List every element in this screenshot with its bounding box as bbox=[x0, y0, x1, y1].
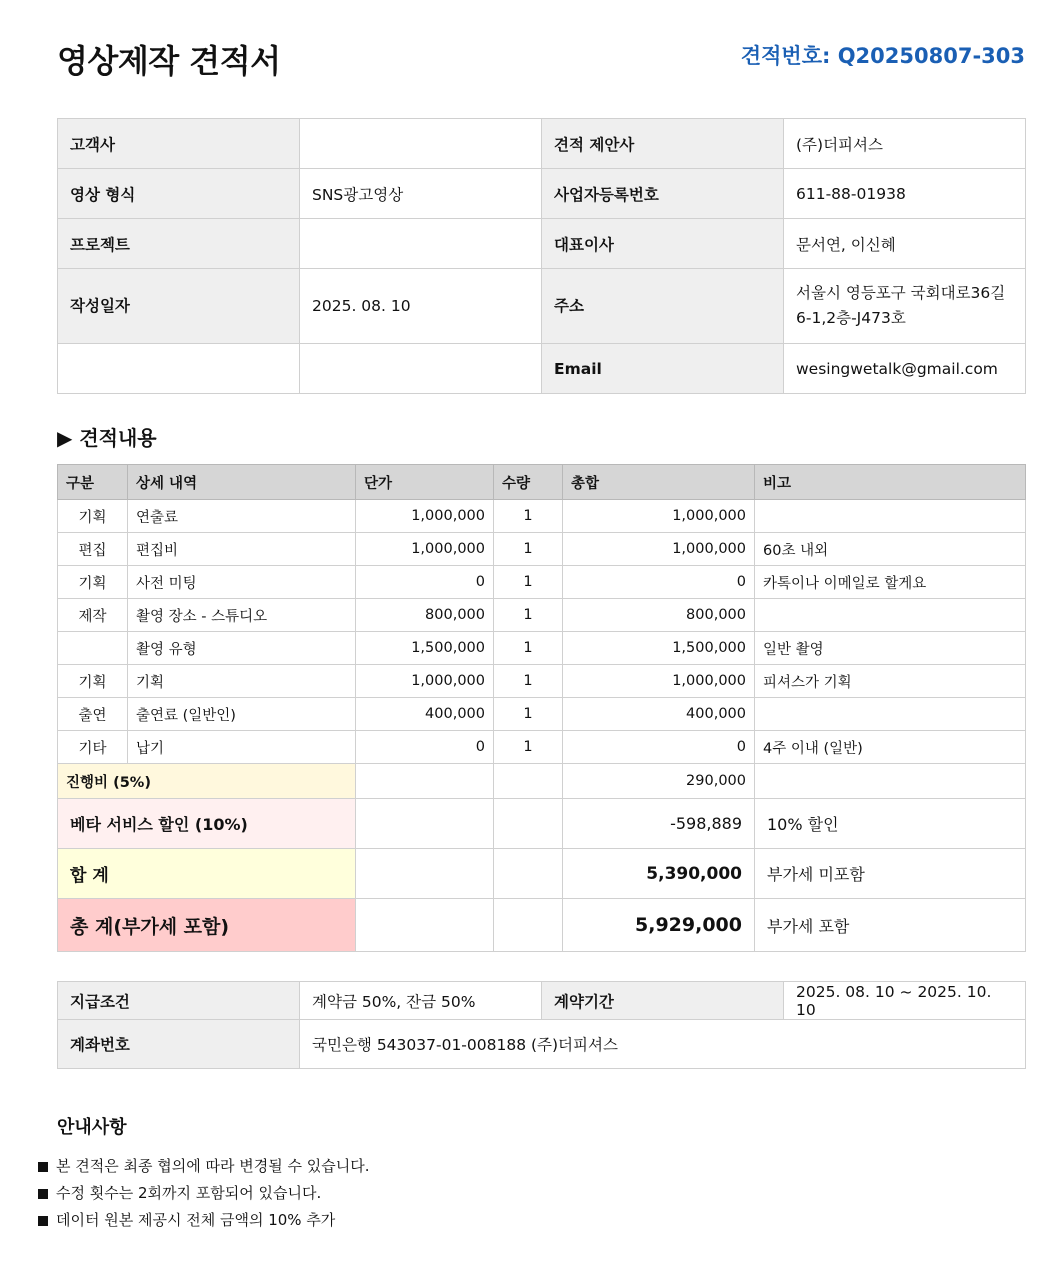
row-qty: 1 bbox=[494, 632, 563, 665]
account-label: 계좌번호 bbox=[58, 1020, 300, 1069]
row-unit-price: 1,000,000 bbox=[356, 533, 494, 566]
client-label: 고객사 bbox=[58, 119, 300, 169]
grand-total-label: 총 계(부가세 포함) bbox=[58, 899, 356, 952]
table-row bbox=[58, 533, 1026, 566]
empty-value bbox=[300, 344, 542, 394]
grand-total-note: 부가세 포함 bbox=[755, 899, 1026, 952]
payment-table bbox=[57, 981, 1026, 1069]
discount-empty bbox=[494, 799, 563, 849]
info-row bbox=[58, 219, 1026, 269]
biz-no-label: 사업자등록번호 bbox=[542, 169, 784, 219]
square-bullet-icon bbox=[38, 1162, 48, 1172]
col-unit-price: 단가 bbox=[356, 465, 494, 500]
progress-fee-note bbox=[755, 764, 1026, 799]
row-qty: 1 bbox=[494, 566, 563, 599]
row-category: 제작 bbox=[58, 599, 128, 632]
info-row bbox=[58, 169, 1026, 219]
square-bullet-icon bbox=[38, 1216, 48, 1226]
row-total: 400,000 bbox=[563, 698, 755, 731]
row-qty: 1 bbox=[494, 533, 563, 566]
items-header-row bbox=[58, 465, 1026, 500]
address-label: 주소 bbox=[542, 269, 784, 344]
row-unit-price: 1,500,000 bbox=[356, 632, 494, 665]
discount-value: -598,889 bbox=[563, 799, 755, 849]
period-label: 계약기간 bbox=[542, 982, 784, 1020]
info-row bbox=[58, 344, 1026, 394]
row-detail: 편집비 bbox=[128, 533, 356, 566]
period-value: 2025. 08. 10 ~ 2025. 10. 10 bbox=[784, 982, 1026, 1020]
subtotal-empty bbox=[494, 849, 563, 899]
row-note: 카톡이나 이메일로 할게요 bbox=[755, 566, 1026, 599]
row-note: 60초 내외 bbox=[755, 533, 1026, 566]
proposer-label: 견적 제안사 bbox=[542, 119, 784, 169]
subtotal-label: 합 계 bbox=[58, 849, 356, 899]
format-label: 영상 형식 bbox=[58, 169, 300, 219]
grand-total-empty bbox=[494, 899, 563, 952]
row-detail: 촬영 유형 bbox=[128, 632, 356, 665]
table-row bbox=[58, 731, 1026, 764]
row-detail: 사전 미팅 bbox=[128, 566, 356, 599]
notice-text: 본 견적은 최종 협의에 따라 변경될 수 있습니다. bbox=[56, 1157, 370, 1175]
row-unit-price: 0 bbox=[356, 731, 494, 764]
table-row bbox=[58, 665, 1026, 698]
row-detail: 기획 bbox=[128, 665, 356, 698]
subtotal-value: 5,390,000 bbox=[563, 849, 755, 899]
col-category: 구분 bbox=[58, 465, 128, 500]
list-item bbox=[38, 1180, 369, 1207]
discount-row bbox=[58, 799, 1026, 849]
address-line-1: 서울시 영등포구 국회대로36길 bbox=[796, 284, 1006, 302]
row-unit-price: 800,000 bbox=[356, 599, 494, 632]
notice-text: 수정 횟수는 2회까지 포함되어 있습니다. bbox=[56, 1184, 322, 1202]
col-total: 총합 bbox=[563, 465, 755, 500]
format-value: SNS광고영상 bbox=[300, 169, 542, 219]
info-row bbox=[58, 119, 1026, 169]
col-qty: 수량 bbox=[494, 465, 563, 500]
table-row bbox=[58, 566, 1026, 599]
discount-empty bbox=[356, 799, 494, 849]
terms-value: 계약금 50%, 잔금 50% bbox=[300, 982, 542, 1020]
quote-number: 견적번호: Q20250807-303 bbox=[740, 44, 1025, 68]
address-line-2: 6-1,2층-J473호 bbox=[796, 309, 906, 327]
row-detail: 촬영 장소 - 스튜디오 bbox=[128, 599, 356, 632]
row-category: 기획 bbox=[58, 665, 128, 698]
row-total: 1,000,000 bbox=[563, 500, 755, 533]
progress-fee-value: 290,000 bbox=[563, 764, 755, 799]
info-table bbox=[57, 118, 1026, 394]
discount-note: 10% 할인 bbox=[755, 799, 1026, 849]
row-qty: 1 bbox=[494, 698, 563, 731]
row-note: 일반 촬영 bbox=[755, 632, 1026, 665]
notice-text: 데이터 원본 제공시 전체 금액의 10% 추가 bbox=[56, 1211, 336, 1229]
row-unit-price: 1,000,000 bbox=[356, 665, 494, 698]
payment-row bbox=[58, 982, 1026, 1020]
empty-label bbox=[58, 344, 300, 394]
ceo-value: 문서연, 이신혜 bbox=[784, 219, 1026, 269]
row-total: 800,000 bbox=[563, 599, 755, 632]
row-note bbox=[755, 500, 1026, 533]
terms-label: 지급조건 bbox=[58, 982, 300, 1020]
items-table bbox=[57, 464, 1026, 952]
row-note: 피셔스가 기획 bbox=[755, 665, 1026, 698]
row-category: 편집 bbox=[58, 533, 128, 566]
project-value bbox=[300, 219, 542, 269]
row-category: 출연 bbox=[58, 698, 128, 731]
section-title: ▶ 견적내용 bbox=[57, 426, 157, 450]
ceo-label: 대표이사 bbox=[542, 219, 784, 269]
row-detail: 연출료 bbox=[128, 500, 356, 533]
row-note bbox=[755, 599, 1026, 632]
row-detail: 납기 bbox=[128, 731, 356, 764]
list-item bbox=[38, 1153, 369, 1180]
row-total: 1,000,000 bbox=[563, 665, 755, 698]
table-row bbox=[58, 599, 1026, 632]
row-total: 0 bbox=[563, 731, 755, 764]
subtotal-empty bbox=[356, 849, 494, 899]
row-qty: 1 bbox=[494, 599, 563, 632]
email-label: Email bbox=[542, 344, 784, 394]
notice-title: 안내사항 bbox=[57, 1117, 127, 1138]
row-category bbox=[58, 632, 128, 665]
progress-fee-empty bbox=[356, 764, 494, 799]
email-value: wesingwetalk@gmail.com bbox=[784, 344, 1026, 394]
grand-total-row bbox=[58, 899, 1026, 952]
grand-total-value: 5,929,000 bbox=[563, 899, 755, 952]
row-total: 1,000,000 bbox=[563, 533, 755, 566]
info-row bbox=[58, 269, 1026, 344]
row-unit-price: 400,000 bbox=[356, 698, 494, 731]
row-unit-price: 1,000,000 bbox=[356, 500, 494, 533]
col-detail: 상세 내역 bbox=[128, 465, 356, 500]
row-detail: 출연료 (일반인) bbox=[128, 698, 356, 731]
row-note bbox=[755, 698, 1026, 731]
row-total: 1,500,000 bbox=[563, 632, 755, 665]
table-row bbox=[58, 698, 1026, 731]
list-item bbox=[38, 1207, 369, 1234]
account-value: 국민은행 543037-01-008188 (주)더피셔스 bbox=[300, 1020, 1026, 1069]
row-qty: 1 bbox=[494, 500, 563, 533]
table-row bbox=[58, 500, 1026, 533]
project-label: 프로젝트 bbox=[58, 219, 300, 269]
biz-no-value: 611-88-01938 bbox=[784, 169, 1026, 219]
row-category: 기획 bbox=[58, 500, 128, 533]
col-note: 비고 bbox=[755, 465, 1026, 500]
proposer-value: (주)더피셔스 bbox=[784, 119, 1026, 169]
row-qty: 1 bbox=[494, 731, 563, 764]
discount-label: 베타 서비스 할인 (10%) bbox=[58, 799, 356, 849]
table-row bbox=[58, 632, 1026, 665]
notice-list bbox=[38, 1153, 369, 1234]
row-note: 4주 이내 (일반) bbox=[755, 731, 1026, 764]
payment-row bbox=[58, 1020, 1026, 1069]
date-label: 작성일자 bbox=[58, 269, 300, 344]
row-total: 0 bbox=[563, 566, 755, 599]
square-bullet-icon bbox=[38, 1189, 48, 1199]
subtotal-note: 부가세 미포함 bbox=[755, 849, 1026, 899]
progress-fee-label: 진행비 (5%) bbox=[58, 764, 356, 799]
subtotal-row bbox=[58, 849, 1026, 899]
row-qty: 1 bbox=[494, 665, 563, 698]
row-category: 기타 bbox=[58, 731, 128, 764]
date-value: 2025. 08. 10 bbox=[300, 269, 542, 344]
progress-fee-row bbox=[58, 764, 1026, 799]
grand-total-empty bbox=[356, 899, 494, 952]
address-value bbox=[784, 269, 1026, 344]
client-value bbox=[300, 119, 542, 169]
page-title: 영상제작 견적서 bbox=[57, 42, 281, 80]
progress-fee-empty bbox=[494, 764, 563, 799]
row-category: 기획 bbox=[58, 566, 128, 599]
row-unit-price: 0 bbox=[356, 566, 494, 599]
